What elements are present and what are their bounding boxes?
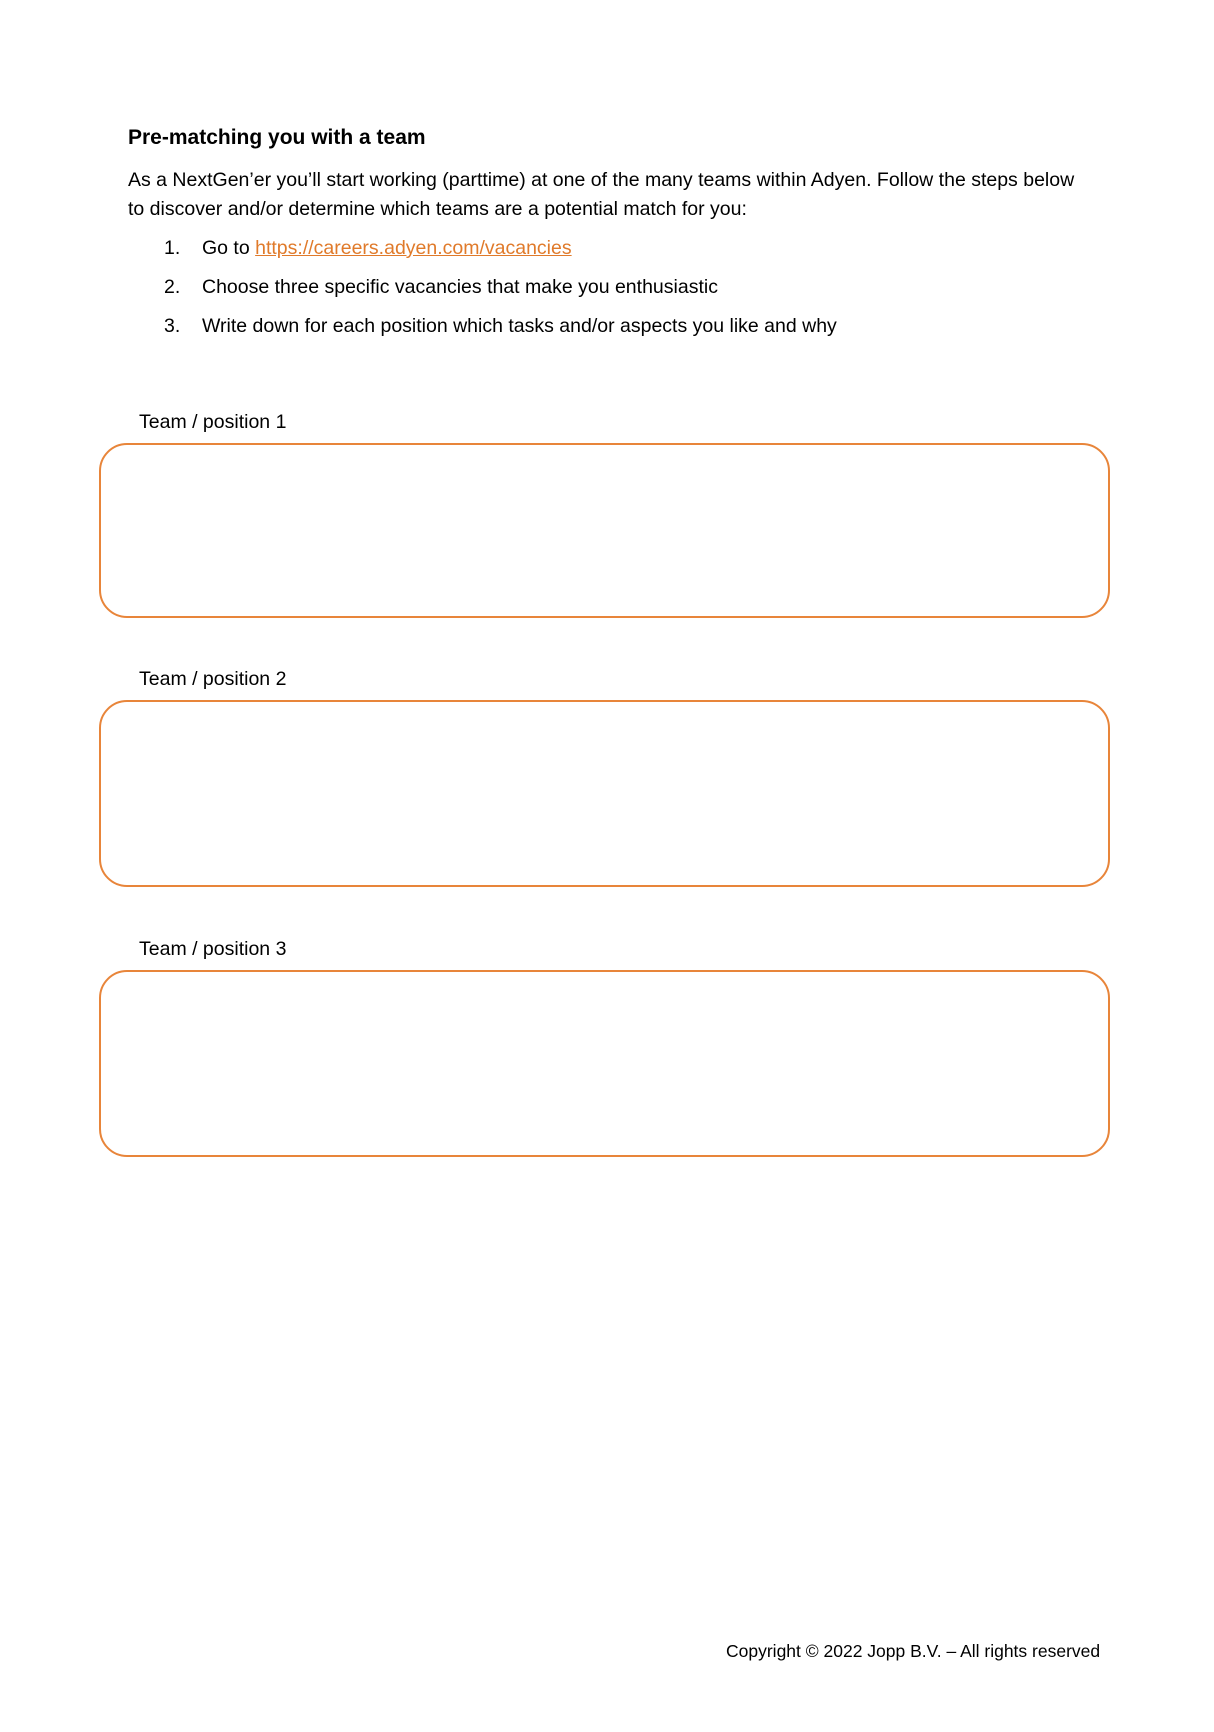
field-label-position-2: Team / position 2: [139, 668, 287, 690]
step-prefix: Go to: [202, 237, 256, 259]
step-text: Write down for each position which tasks and/or aspects you like and why: [202, 315, 837, 337]
copyright-footer: Copyright © 2022 Jopp B.V. – All rights reserved: [726, 1641, 1101, 1661]
step-text: [202, 234, 572, 263]
answer-box-position-2[interactable]: [99, 700, 1110, 887]
step-text: Choose three specific vacancies that make you enthusiastic: [202, 276, 718, 298]
step-number: 2.: [164, 276, 181, 298]
field-label-position-3: Team / position 3: [139, 938, 287, 960]
step-number: 3.: [164, 315, 181, 337]
intro-paragraph: As a NextGen’er you’ll start working (parttime) at one of the many teams within Adyen. Follow the steps below to discover and/or determine which teams are a potential match for you:: [128, 169, 1075, 220]
page-heading: Pre-matching you with a team: [128, 126, 426, 149]
field-label-position-1: Team / position 1: [139, 411, 287, 433]
vacancies-link[interactable]: https://careers.adyen.com/vacancies: [255, 237, 572, 259]
step-number: 1.: [164, 237, 181, 259]
answer-box-position-3[interactable]: [99, 970, 1110, 1157]
answer-box-position-1[interactable]: [99, 443, 1110, 618]
